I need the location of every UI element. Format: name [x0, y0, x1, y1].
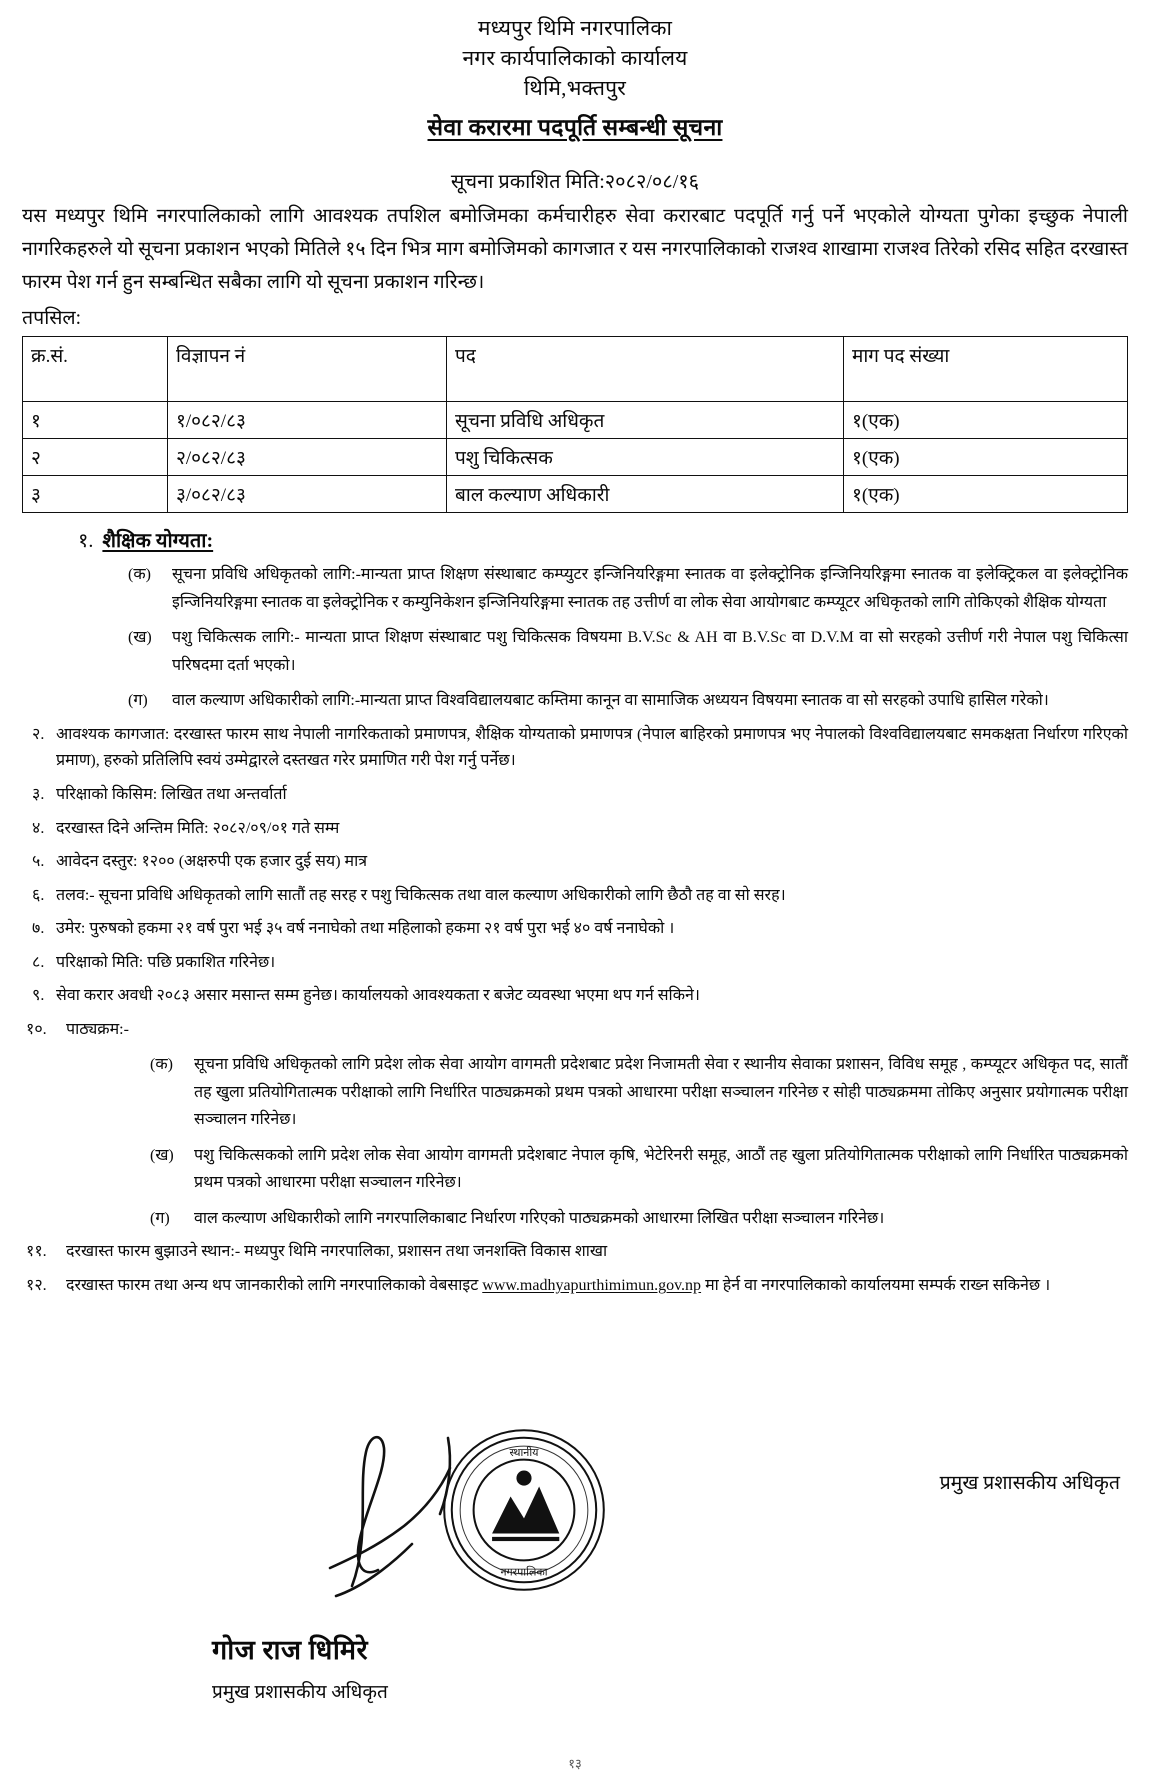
page-number: १३	[568, 1756, 582, 1771]
th-quantity: माग पद संख्या	[844, 337, 1128, 402]
clause-label: (क)	[150, 1056, 173, 1074]
th-ad-number: विज्ञापन नं	[168, 337, 447, 402]
item-text: आवेदन दस्तुर: १२०० (अक्षरुपी एक हजार दुई सय) मात्र	[56, 853, 368, 871]
item-text	[66, 1273, 1128, 1300]
clause-text: वाल कल्याण अधिकारीको लागि:-मान्यता प्राप्त विश्वविद्यालयबाट कम्तिमा कानून वा सामाजिक अध्ययन विषयमा स्नातक वा सो सरहको उपाधि हासिल गरेको।	[172, 692, 1049, 710]
notice-item-7	[22, 916, 1128, 943]
notice-item-11	[22, 1239, 1128, 1266]
clause-text: सूचना प्रविधि अधिकृतको लागि प्रदेश लोक सेवा आयोग वागमती प्रदेशबाट प्रदेश निजामती सेवा र स्थानीय सेवाका प्रशासन, विविध समूह , कम्प्यूटर अधिकृत पद, सातौं तह खुला प्रतियोगितात्मक परीक्षाको लागि निर्धारित पाठ्यक्रमको प्रथम पत्रको आधारमा परीक्षा सञ्चालन गरिनेछ र सोही पाठ्यक्रममा तोकिए अनुसार प्रयोगात्मक परीक्षा सञ्चालन गरिनेछ।	[194, 1056, 1128, 1129]
notice-item-2	[22, 722, 1128, 775]
item-number: ४.	[32, 819, 45, 837]
table-row	[23, 439, 1128, 476]
th-post: पद	[447, 337, 844, 402]
item-number: १०.	[26, 1020, 47, 1038]
section-1-heading	[22, 526, 1128, 553]
cell-quantity: १(एक)	[844, 476, 1128, 513]
cell-post: बाल कल्याण अधिकारी	[447, 476, 844, 513]
clause-label: (ग)	[150, 1209, 170, 1227]
website-link[interactable]: www.madhyapurthimimun.gov.np	[482, 1277, 702, 1295]
notice-item-3	[22, 782, 1128, 809]
cell-ad-number: ३/०८२/८३	[168, 476, 447, 513]
cell-quantity: १(एक)	[844, 402, 1128, 439]
clause-label: (ख)	[128, 629, 152, 647]
item-text: पाठ्यक्रम:-	[66, 1020, 129, 1038]
clause-label: (ग)	[128, 692, 148, 710]
tapsil-label: तपसिल:	[22, 308, 82, 330]
item-text-suffix: मा हेर्न वा नगरपालिकाको कार्यालयमा सम्पर्क राख्न सकिनेछ ।	[701, 1277, 1051, 1295]
item-text: उमेर: पुरुषको हकमा २१ वर्ष पुरा भई ३५ वर्ष ननाघेको तथा महिलाको हकमा २१ वर्ष पुरा भई ४० वर्ष ननाघेको ।	[56, 920, 675, 938]
svg-text:स्थानीय: स्थानीय	[509, 1447, 539, 1460]
clause-text: पशु चिकित्सकको लागि प्रदेश लोक सेवा आयोग वागमती प्रदेशबाट नेपाल कृषि, भेटेरिनरी समूह, आठौं तह खुला प्रतियोगितात्मक परीक्षाको लागि निर्धारित पाठ्यक्रमको प्रथम पत्रको आधारमा परीक्षा सञ्चालन गरिनेछ।	[194, 1146, 1128, 1192]
item-number: ६.	[32, 886, 45, 904]
table-row	[23, 402, 1128, 439]
svg-text:नगरपालिका: नगरपालिका	[500, 1566, 548, 1579]
published-date: सूचना प्रकाशित मिति:२०८२/०८/१६	[450, 171, 700, 194]
office-name: नगर कार्यपालिकाको कार्यालय	[462, 45, 688, 70]
item-text: परिक्षाको मिति: पछि प्रकाशित गरिनेछ।	[56, 953, 276, 971]
clause-text: सूचना प्रविधि अधिकृतको लागि:-मान्यता प्राप्त शिक्षण संस्थाबाट कम्प्युटर इन्जिनियरिङ्गमा स्नातक वा इलेक्ट्रोनिक इन्जिनियरिङ्गमा स्नातक वा इलेक्ट्रिकल वा इलेक्ट्रोनिक इन्जिनियरिङ्गमा स्नातक वा इलेक्ट्रोनिक र कम्युनिकेशन इन्जिनियरिङ्गमा स्नातक तह उत्तीर्ण वा लोक सेवा आयोगबाट कम्प्यूटर अधिकृतको लागि तोकिएको शैक्षिक योग्यता	[172, 566, 1128, 611]
signatory-role: प्रमुख प्रशासकीय अधिकृत	[212, 1682, 388, 1703]
item-text: आवश्यक कागजात: दरखास्त फारम साथ नेपाली नागरिकताको प्रमाणपत्र, शैक्षिक योग्यताको प्रमाणपत्र (नेपाल बाहिरको प्रमाणपत्र भए नेपालको विश्वविद्यालयबाट समकक्षता निर्धारण गरिएको प्रमाण), हरुको प्रतिलिपि स्वयं उम्मेद्वारले दस्तखत गरेर प्रमाणित गरी पेश गर्नु पर्नेछ।	[56, 725, 1128, 770]
item-number: ३.	[32, 786, 45, 804]
item-number: ११.	[26, 1243, 47, 1261]
document-header	[22, 14, 1128, 145]
notice-item-4	[22, 816, 1128, 843]
section-10-clause-ka	[22, 1051, 1128, 1134]
notice-item-10	[22, 1017, 1128, 1044]
cell-post: सूचना प्रविधि अधिकृत	[447, 402, 844, 439]
item-text: तलव:- सूचना प्रविधि अधिकृतको लागि सातौं तह सरह र पशु चिकित्सक तथा वाल कल्याण अधिकारीको लागि छैठौ तह वा सो सरह।	[56, 886, 786, 904]
item-text: सेवा करार अवधी २०८३ असार मसान्त सम्म हुनेछ। कार्यालयको आवश्यकता र बजेट व्यवस्था भएमा थप गर्न सकिने।	[56, 987, 700, 1005]
cell-serial: १	[23, 402, 168, 439]
cell-quantity: १(एक)	[844, 439, 1128, 476]
municipality-name: मध्यपुर थिमि नगरपालिका	[477, 16, 673, 40]
notice-item-12	[22, 1273, 1128, 1300]
cell-post: पशु चिकित्सक	[447, 439, 844, 476]
cell-ad-number: १/०८२/८३	[168, 402, 447, 439]
section-1-number: १.	[78, 530, 94, 553]
table-header-row	[23, 337, 1128, 402]
notice-item-5	[22, 849, 1128, 876]
cell-ad-number: २/०८२/८३	[168, 439, 447, 476]
notice-item-6	[22, 883, 1128, 910]
item-number: १२.	[26, 1277, 47, 1295]
item-text-prefix: दरखास्त फारम तथा अन्य थप जानकारीको लागि नगरपालिकाको वेबसाइट	[66, 1277, 483, 1295]
signatory-name: गोज राज धिमिरे	[212, 1635, 369, 1665]
section-1-clause-kha	[22, 624, 1128, 679]
section-1-clause-ka	[22, 561, 1128, 616]
clause-text: पशु चिकित्सक लागि:- मान्यता प्राप्त शिक्षण संस्थाबाट पशु चिकित्सक विषयमा B.V.Sc & AH वा B.V.Sc वा D.V.M वा सो सरहको उत्तीर्ण गरी नेपाल पशु चिकित्सा परिषदमा दर्ता भएको।	[172, 629, 1128, 674]
notice-item-9	[22, 983, 1128, 1010]
clause-label: (ख)	[150, 1146, 174, 1164]
section-10-clause-kha	[22, 1142, 1128, 1197]
item-number: ७.	[32, 920, 45, 938]
intro-paragraph: यस मध्यपुर थिमि नगरपालिकाको लागि आवश्यक तपशिल बमोजिमका कर्मचारीहरु सेवा करारबाट पदपूर्ति गर्नु पर्ने भएकोले योग्यता पुगेका इच्छुक नेपाली नागरिकहरुले यो सूचना प्रकाशन भएको मितिले १५ दिन भित्र माग बमोजिमको कागजात र यस नगरपालिकाको राजश्व शाखामा राजश्व तिरेको रसिद सहित दरखास्त फारम पेश गर्न हुन सम्बन्धित सबैका लागि यो सूचना प्रकाशन गरिन्छ।	[22, 206, 1128, 293]
cell-serial: २	[23, 439, 168, 476]
official-seal-icon	[440, 1426, 608, 1594]
item-text: दरखास्त दिने अन्तिम मिति: २०८२/०९/०१ गते सम्म	[56, 819, 340, 837]
authority-role-label: प्रमुख प्रशासकीय अधिकृत	[939, 1473, 1120, 1494]
page-title: सेवा करारमा पदपूर्ति सम्बन्धी सूचना	[427, 115, 723, 141]
notice-item-8	[22, 950, 1128, 977]
table-row	[23, 476, 1128, 513]
clause-text: वाल कल्याण अधिकारीको लागि नगरपालिकाबाट निर्धारण गरिएको पाठ्यक्रमको आधारमा लिखित परीक्षा सञ्चालन गरिनेछ।	[194, 1209, 885, 1227]
section-1-title: शैक्षिक योग्यता:	[102, 530, 214, 553]
item-number: २.	[32, 725, 45, 743]
vacancy-table	[22, 336, 1128, 513]
item-number: ५.	[32, 853, 45, 871]
clause-label: (क)	[128, 566, 151, 584]
item-number: ८.	[32, 953, 45, 971]
item-text: दरखास्त फारम बुझाउने स्थान:- मध्यपुर थिमि नगरपालिका, प्रशासन तथा जनशक्ति विकास शाखा	[66, 1243, 608, 1261]
office-location: थिमि,भक्तपुर	[523, 75, 627, 100]
cell-serial: ३	[23, 476, 168, 513]
section-1-clause-ga	[22, 687, 1128, 715]
th-serial: क्र.सं.	[23, 337, 168, 402]
item-text: परिक्षाको किसिम: लिखित तथा अन्तर्वार्ता	[56, 786, 287, 804]
signature-block	[0, 1382, 1150, 1774]
item-number: ९.	[32, 987, 45, 1005]
section-10-clause-ga	[22, 1205, 1128, 1233]
